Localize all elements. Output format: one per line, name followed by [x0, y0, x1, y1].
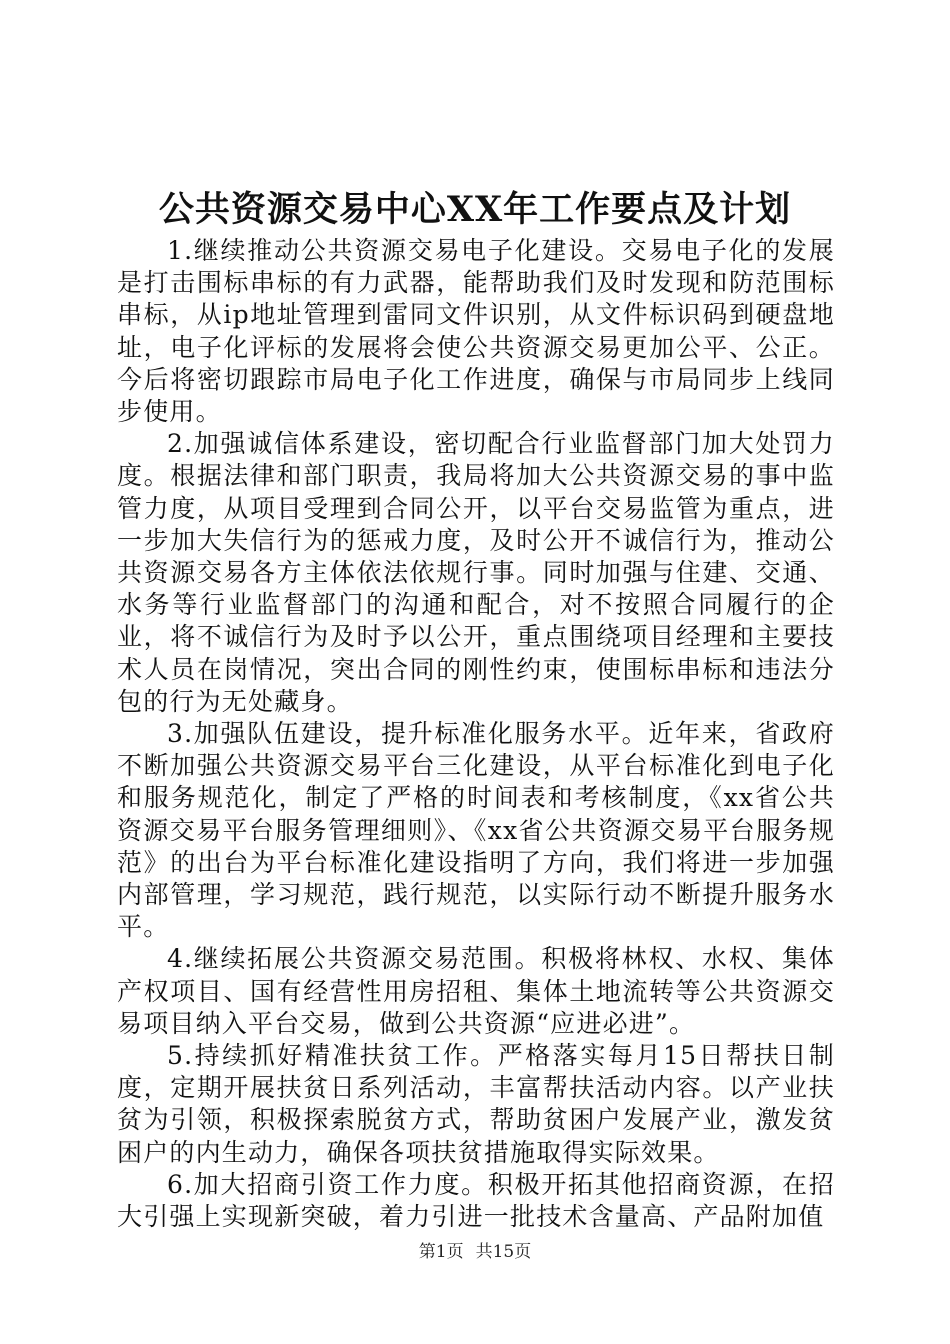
page-footer — [0, 1240, 950, 1264]
document-title: 公共资源交易中心XX年工作要点及计划 — [158, 189, 792, 230]
paragraph-4: 4.继续拓展公共资源交易范围。积极将林权、水权、集体产权项目、国有经营性用房招租、集体土地流转等公共资源交易项目纳入平台交易，做到公共资源“应进必进”。 — [117, 944, 835, 1038]
paragraph-5: 5.持续抓好精准扶贫工作。严格落实每月15日帮扶日制度，定期开展扶贫日系列活动，丰富帮扶活动内容。以产业扶贫为引领，积极探索脱贫方式，帮助贫困户发展产业，激发贫困户的内生动力，确保各项扶贫措施取得实际效果。 — [117, 1041, 835, 1167]
document-body — [117, 235, 835, 1233]
paragraph-1: 1.继续推动公共资源交易电子化建设。交易电子化的发展是打击围标串标的有力武器，能帮助我们及时发现和防范围标串标，从ip地址管理到雷同文件识别，从文件标识码到硬盘地址，电子化评标的发展将会使公共资源交易更加公平、公正。今后将密切跟踪市局电子化工作进度，确保与市局同步上线同步使用。 — [117, 236, 835, 427]
paragraph-3: 3.加强队伍建设，提升标准化服务水平。近年来，省政府不断加强公共资源交易平台三化建设，从平台标准化到电子化和服务规范化，制定了严格的时间表和考核制度，《xx省公共资源交易平台服务管理细则》、《xx省公共资源交易平台服务规范》的出台为平台标准化建设指明了方向，我们将进一步加强内部管理，学习规范，践行规范，以实际行动不断提升服务水平。 — [117, 719, 835, 942]
page-total: 共15页 — [475, 1242, 532, 1262]
paragraph-2: 2.加强诚信体系建设，密切配合行业监督部门加大处罚力度。根据法律和部门职责，我局将加大公共资源交易的事中监管力度，从项目受理到合同公开，以平台交易监管为重点，进一步加大失信行为的惩戒力度，及时公开不诚信行为，推动公共资源交易各方主体依法依规行事。同时加强与住建、交通、水务等行业监督部门的沟通和配合，对不按照合同履行的企业，将不诚信行为及时予以公开，重点围绕项目经理和主要技术人员在岗情况，突出合同的刚性约束，使围标串标和违法分包的行为无处藏身。 — [117, 429, 835, 716]
paragraph-6: 6.加大招商引资工作力度。积极开拓其他招商资源，在招大引强上实现新突破，着力引进一批技术含量高、产品附加值 — [117, 1169, 835, 1232]
page-number: 第1页 — [418, 1242, 464, 1262]
